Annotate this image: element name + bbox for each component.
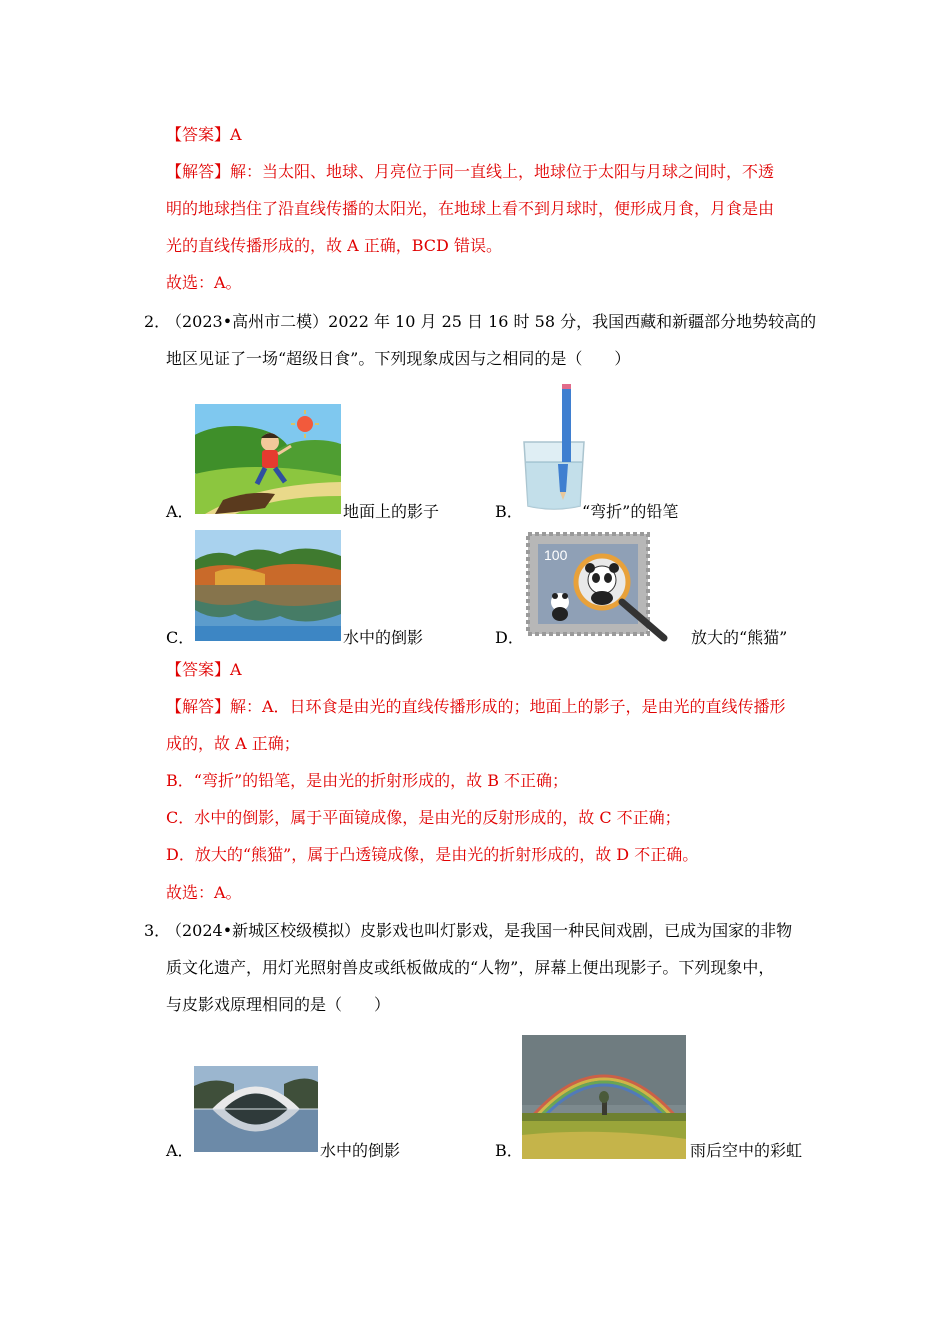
q2-option-c-text: 水中的倒影 (343, 628, 424, 647)
q2-option-d-text: 放大的“熊猫” (691, 628, 788, 647)
q1-analysis-line-1: 【解答】解：当太阳、地球、月亮位于同一直线上，地球位于太阳与月球之间时，不透 (166, 162, 775, 181)
q3-stem-line-3: 与皮影戏原理相同的是（ ） (166, 995, 391, 1014)
q2-option-b-image (514, 384, 594, 514)
stamp-value: 100 (544, 547, 568, 563)
q2-analysis-line-2: 成的，故 A 正确； (166, 734, 300, 753)
q2-analysis-line-3: B．“弯折”的铅笔，是由光的折射形成的，故 B 不正确； (166, 771, 569, 790)
q1-analysis-line-3: 光的直线传播形成的，故 A 正确，BCD 错误。 (166, 236, 502, 255)
q2-number: 2． (144, 312, 171, 331)
q2-option-d-letter: D． (495, 628, 524, 647)
q3-option-a-letter: A． (166, 1141, 194, 1160)
q1-answer: 【答案】A (166, 125, 242, 144)
q2-stem-line-1: （2023•高州市二模）2022 年 10 月 25 日 16 时 58 分，我国西藏和新疆部分地势较高的 (166, 312, 817, 331)
q2-option-c-letter: C． (166, 628, 195, 647)
q3-stem-line-1: （2024•新城区校级模拟）皮影戏也叫灯影戏，是我国一种民间戏剧，已成为国家的非物 (166, 921, 793, 940)
q2-stem-line-2: 地区见证了一场“超级日食”。下列现象成因与之相同的是（ ） (166, 349, 631, 368)
q2-option-b-letter: B． (495, 502, 523, 521)
q3-option-b-text: 雨后空中的彩虹 (690, 1141, 803, 1160)
q2-answer: 【答案】A (166, 660, 242, 679)
q3-option-b-letter: B． (495, 1141, 523, 1160)
q2-analysis-line-5: D．放大的“熊猫”，属于凸透镜成像，是由光的折射形成的，故 D 不正确。 (166, 845, 699, 864)
q2-option-a-text: 地面上的影子 (343, 502, 440, 521)
q3-option-a-image (194, 1066, 318, 1152)
q3-option-a-text: 水中的倒影 (320, 1141, 401, 1160)
q2-option-a-image (195, 404, 341, 514)
q2-analysis-line-4: C．水中的倒影，属于平面镜成像，是由光的反射形成的，故 C 不正确； (166, 808, 681, 827)
q1-choice: 故选：A。 (166, 273, 242, 292)
q2-analysis-line-1: 【解答】解：A．日环食是由光的直线传播形成的；地面上的影子，是由光的直线传播形 (166, 697, 786, 716)
q2-choice: 故选：A。 (166, 883, 242, 902)
q3-option-b-image (522, 1035, 686, 1159)
q2-option-c-image (195, 530, 341, 641)
q2-option-b-text: “弯折”的铅笔 (582, 502, 679, 521)
q2-option-d-image (524, 530, 690, 648)
q1-analysis-line-2: 明的地球挡住了沿直线传播的太阳光，在地球上看不到月球时，便形成月食，月食是由 (166, 199, 775, 218)
q2-option-a-letter: A． (166, 502, 194, 521)
q3-stem-line-2: 质文化遗产，用灯光照射兽皮或纸板做成的“人物”，屏幕上便出现影子。下列现象中， (166, 958, 775, 977)
q3-number: 3． (144, 921, 171, 940)
